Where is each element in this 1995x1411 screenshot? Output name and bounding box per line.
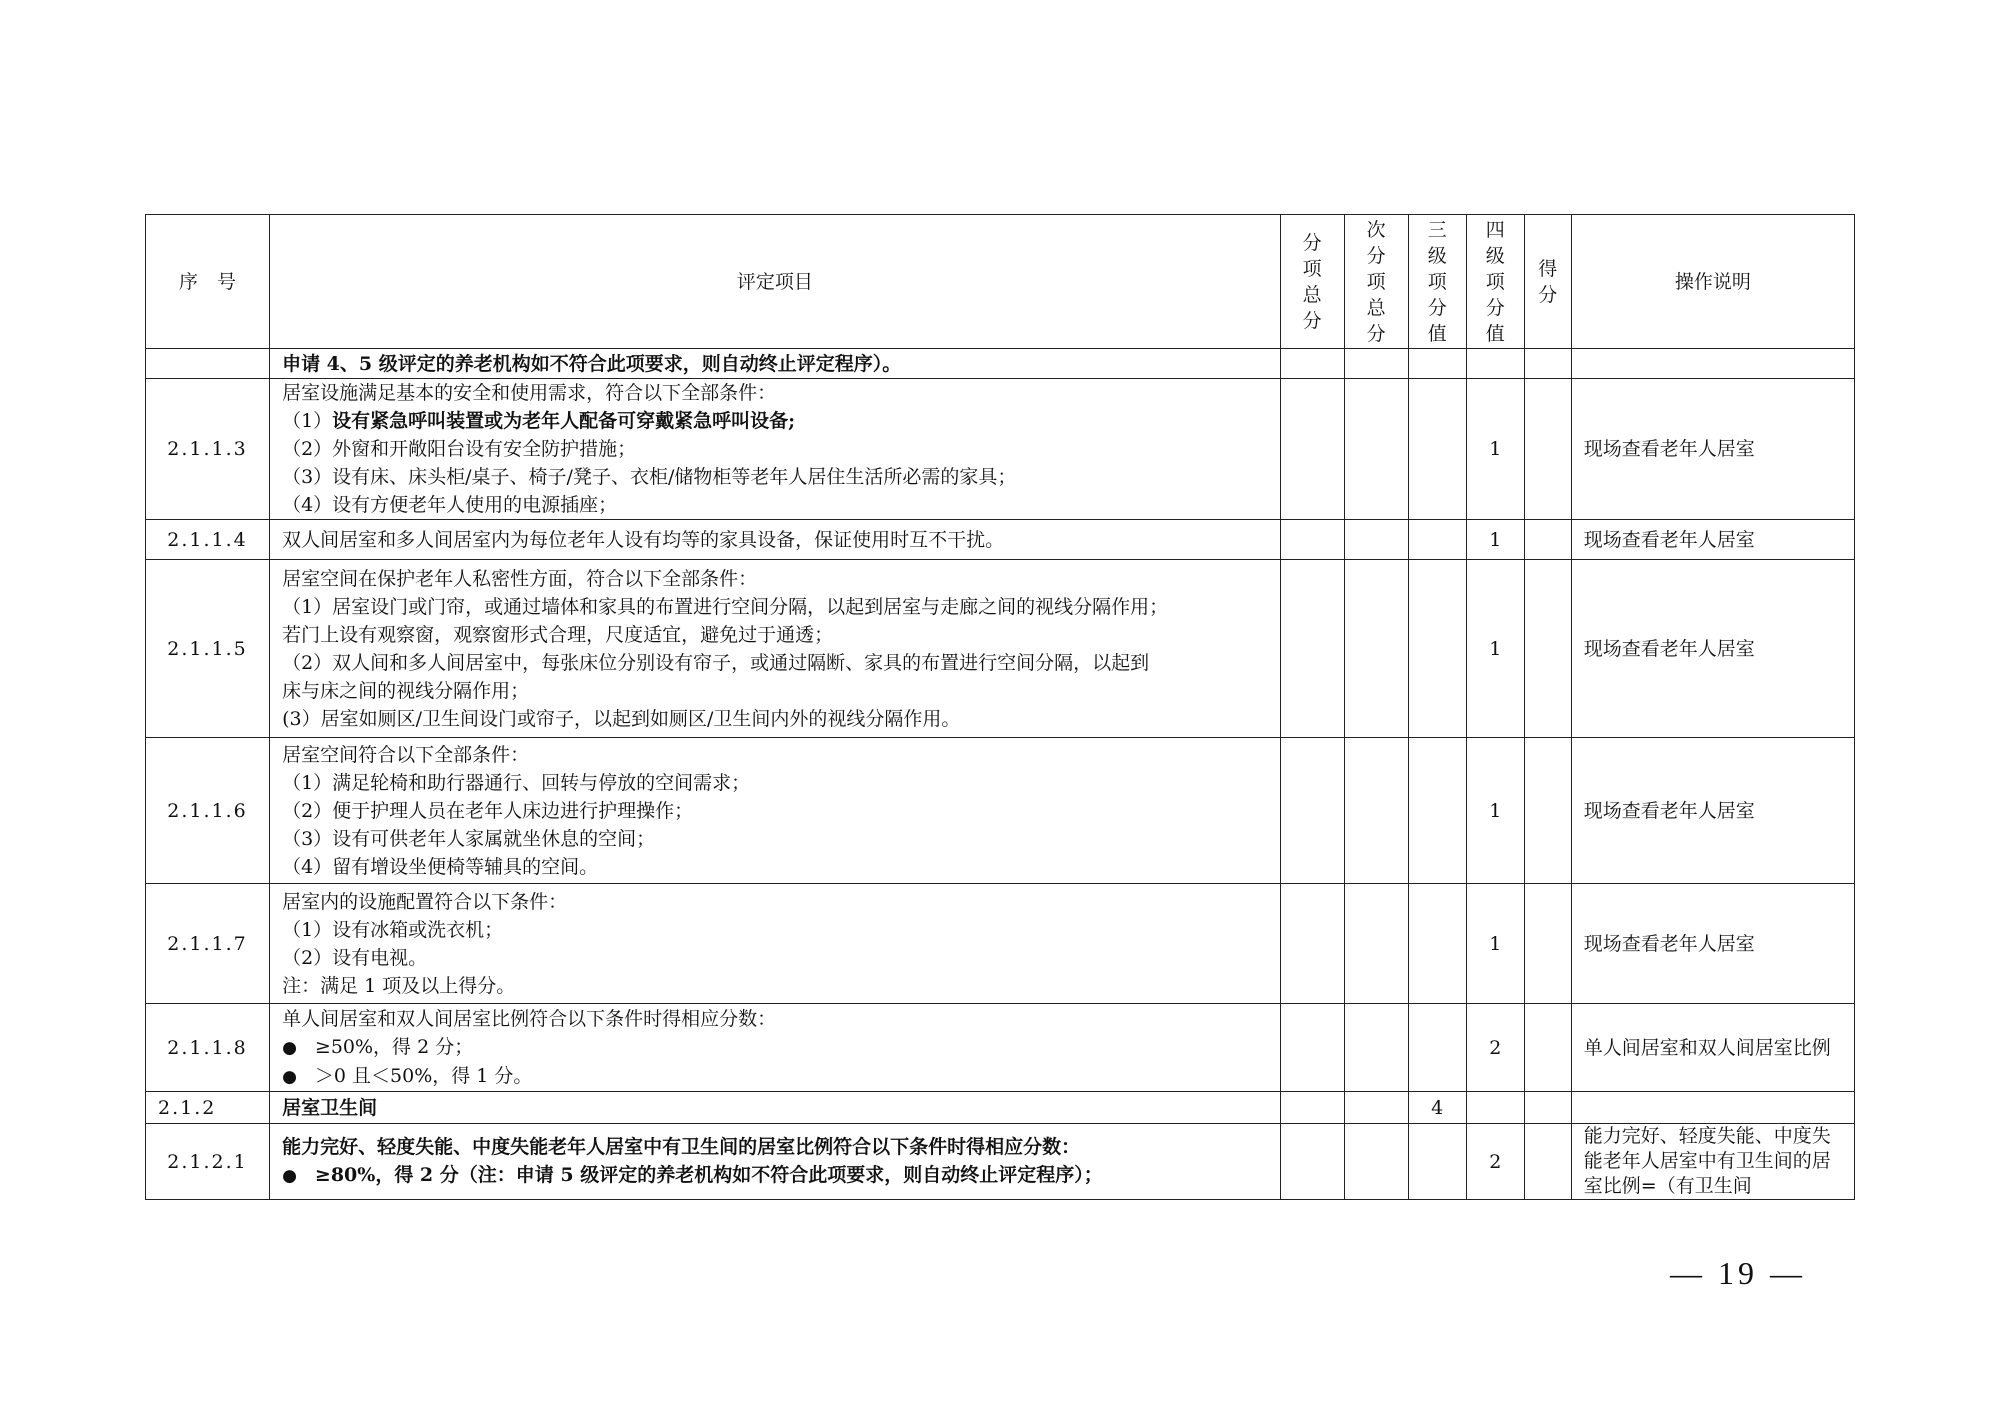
row-item: 居室卫生间 [270, 1092, 1281, 1124]
operation-note: 现场查看老年人居室 [1571, 884, 1854, 1004]
header-seq: 序 号 [146, 215, 270, 349]
row-seq: 2.1.1.8 [146, 1004, 270, 1092]
level3-score: 4 [1408, 1092, 1466, 1124]
header-subtotal: 分项总分 [1280, 215, 1344, 349]
table-header-row [146, 215, 1855, 349]
row-seq: 2.1.1.6 [146, 738, 270, 884]
table-row [146, 379, 1855, 520]
row-item: 单人间居室和双人间居室比例符合以下条件时得相应分数： ● ≥50%，得 2 分； ● ＞0 且＜50%，得 1 分。 [270, 1004, 1281, 1092]
row-seq: 2.1.1.5 [146, 560, 270, 738]
header-item: 评定项目 [270, 215, 1281, 349]
row-seq: 2.1.2 [146, 1092, 270, 1124]
level4-score: 1 [1466, 520, 1524, 560]
table-row [146, 884, 1855, 1004]
operation-note: 现场查看老年人居室 [1571, 560, 1854, 738]
bullet-item: ● ≥50%，得 2 分； [282, 1033, 1268, 1062]
level4-score: 1 [1466, 379, 1524, 520]
table-row [146, 1004, 1855, 1092]
level4-score: 1 [1466, 560, 1524, 738]
header-secondary-total: 次分项总分 [1344, 215, 1408, 349]
row-item: 申请 4、5 级评定的养老机构如不符合此项要求，则自动终止评定程序）。 [270, 349, 1281, 379]
bullet-item: ● ≥80%，得 2 分（注：申请 5 级评定的养老机构如不符合此项要求，则自动终止评定程序）； [282, 1161, 1268, 1190]
operation-note: 现场查看老年人居室 [1571, 738, 1854, 884]
operation-note: 现场查看老年人居室 [1571, 520, 1854, 560]
level4-score: 2 [1466, 1004, 1524, 1092]
evaluation-table [145, 214, 1855, 1200]
row-seq: 2.1.2.1 [146, 1124, 270, 1200]
operation-note: 现场查看老年人居室 [1571, 379, 1854, 520]
level4-score: 1 [1466, 738, 1524, 884]
table-row [146, 738, 1855, 884]
bullet-item: ● ＞0 且＜50%，得 1 分。 [282, 1062, 1268, 1091]
row-item: 居室内的设施配置符合以下条件： （1）设有冰箱或洗衣机； （2）设有电视。 注：满足 1 项及以上得分。 [270, 884, 1281, 1004]
row-item: 居室设施满足基本的安全和使用需求，符合以下全部条件： （1）设有紧急呼叫装置或为老年人配备可穿戴紧急呼叫设备; （2）外窗和开敞阳台设有安全防护措施； （3）设有床、床头柜/桌子、椅子/凳子、衣柜/储物柜等老年人居住生活所必需的家具； （4）设有方便老年人使用的电源插座； [270, 379, 1281, 520]
row-seq: 2.1.1.4 [146, 520, 270, 560]
table-row [146, 560, 1855, 738]
header-level3-score: 三级项分值 [1408, 215, 1466, 349]
level4-score: 2 [1466, 1124, 1524, 1200]
header-operation: 操作说明 [1571, 215, 1854, 349]
table-row [146, 520, 1855, 560]
header-level4-score: 四级项分值 [1466, 215, 1524, 349]
level4-score: 1 [1466, 884, 1524, 1004]
row-item: 双人间居室和多人间居室内为每位老年人设有均等的家具设备，保证使用时互不干扰。 [270, 520, 1281, 560]
table-row [146, 1124, 1855, 1200]
row-item: 能力完好、轻度失能、中度失能老年人居室中有卫生间的居室比例符合以下条件时得相应分数： ● ≥80%，得 2 分（注：申请 5 级评定的养老机构如不符合此项要求，则自动终止评定程序）； [270, 1124, 1281, 1200]
page-number: — 19 — [1670, 1255, 1806, 1291]
operation-note: 能力完好、轻度失能、中度失能老年人居室中有卫生间的居室比例=（有卫生间 [1571, 1124, 1854, 1200]
row-seq [146, 349, 270, 379]
table-row [146, 1092, 1855, 1124]
row-item: 居室空间符合以下全部条件： （1）满足轮椅和助行器通行、回转与停放的空间需求； （2）便于护理人员在老年人床边进行护理操作； （3）设有可供老年人家属就坐休息的空间； （4）留有增设坐便椅等辅具的空间。 [270, 738, 1281, 884]
row-seq: 2.1.1.7 [146, 884, 270, 1004]
operation-note: 单人间居室和双人间居室比例 [1571, 1004, 1854, 1092]
row-seq: 2.1.1.3 [146, 379, 270, 520]
header-score: 得分 [1524, 215, 1571, 349]
row-item: 居室空间在保护老年人私密性方面，符合以下全部条件： （1）居室设门或门帘，或通过墙体和家具的布置进行空间分隔，以起到居室与走廊之间的视线分隔作用； 若门上设有观察窗，观察窗形式合理，尺度适宜，避免过于通透； （2）双人间和多人间居室中，每张床位分别设有帘子，或通过隔断、家具的布置进行空间分隔，以起到 床与床之间的视线分隔作用； (3）居室如厕区/卫生间设门或帘子，以起到如厕区/卫生间内外的视线分隔作用。 [270, 560, 1281, 738]
table-row [146, 349, 1855, 379]
